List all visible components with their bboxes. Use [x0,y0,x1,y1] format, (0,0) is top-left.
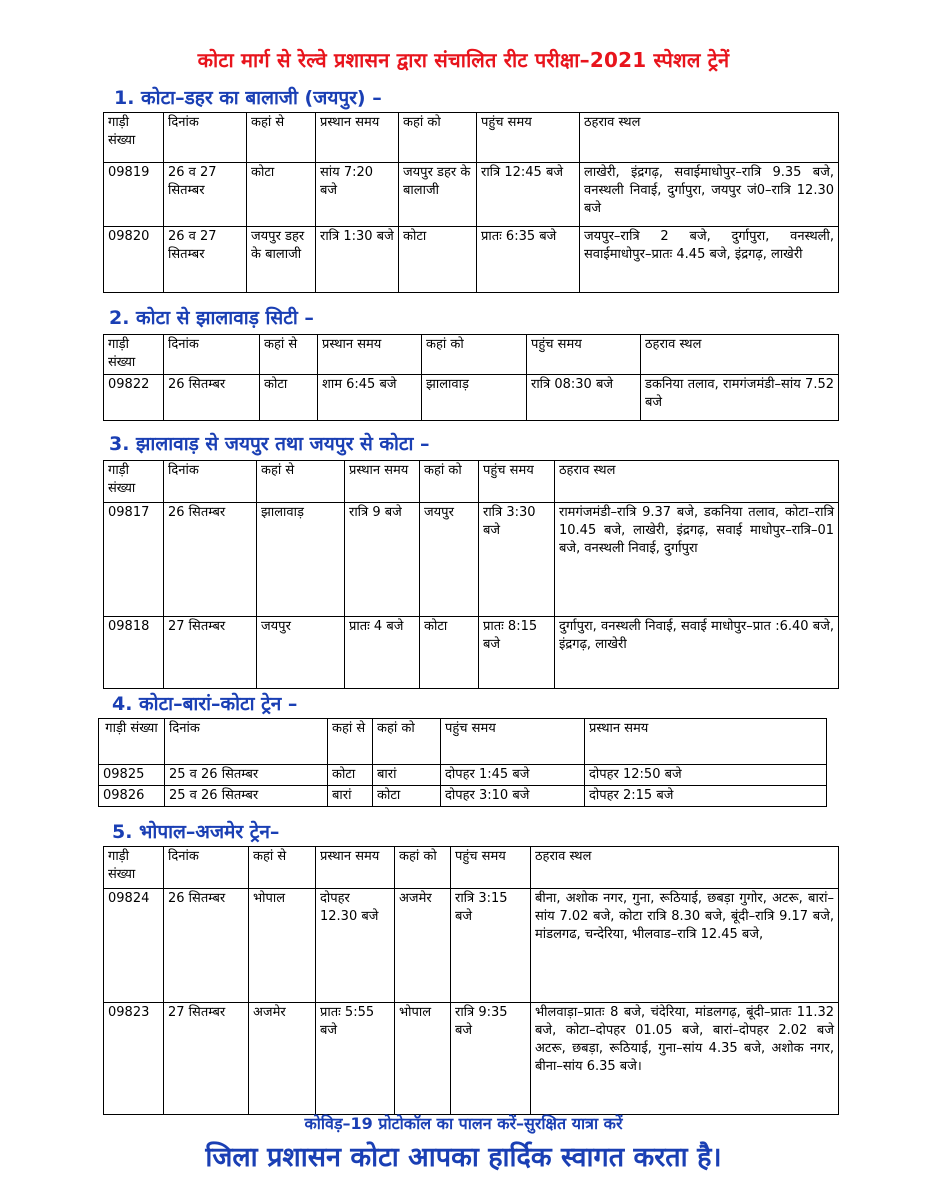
table-header-row [104,461,839,503]
departure-cell: शाम 6:45 बजे [318,375,422,421]
header-cell: कहां से [249,847,316,889]
from-cell: कोटा [328,765,373,786]
arrival-cell: रात्रि 12:45 बजे [477,163,580,227]
to-cell: जयपुर डहर के बालाजी [399,163,477,227]
departure-cell: सांय 7:20 बजे [316,163,399,227]
arrival-cell: रात्रि 08:30 बजे [527,375,641,421]
header-cell: गाड़ी संख्या [104,335,164,375]
departure-cell: दोपहर 12:50 बजे [585,765,827,786]
header-cell: प्रस्थान समय [316,847,395,889]
from-cell: जयपुर [257,617,345,689]
to-cell: अजमेर [395,889,451,1003]
table-row [104,375,839,421]
section-3-title: 3. झालावाड़ से जयपुर तथा जयपुर से कोटा – [109,433,430,455]
train-number: 09817 [104,503,164,617]
header-cell: दिनांक [165,719,328,765]
date-cell: 25 व 26 सितम्बर [165,786,328,807]
from-cell: भोपाल [249,889,316,1003]
covid-note: कोविड़–19 प्रोटोकॉल का पालन करें–सुरक्षित यात्रा करें [304,1114,623,1133]
date-cell: 26 व 27 सितम्बर [164,227,247,293]
to-cell: बारां [373,765,441,786]
arrival-cell: रात्रि 3:30 बजे [479,503,555,617]
header-cell: गाड़ी संख्या [104,113,164,163]
date-cell: 27 सितम्बर [164,617,257,689]
header-cell: पहुंच समय [479,461,555,503]
train-number: 09822 [104,375,164,421]
stops-cell: दुर्गापुरा, वनस्थली निवाई, सवाई माधोपुर–प्रात :6.40 बजे, इंद्रगढ़, लाखेरी [555,617,839,689]
header-cell: प्रस्थान समय [585,719,827,765]
header-cell: दिनांक [164,113,247,163]
date-cell: 26 सितम्बर [164,503,257,617]
to-cell: झालावाड़ [422,375,527,421]
header-cell: प्रस्थान समय [316,113,399,163]
train-number: 09820 [104,227,164,293]
arrival-cell: रात्रि 3:15 बजे [451,889,531,1003]
header-cell: कहां से [260,335,318,375]
table-row [99,786,827,807]
header-cell: पहुंच समय [441,719,585,765]
arrival-cell: रात्रि 9:35 बजे [451,1003,531,1115]
date-cell: 26 सितम्बर [164,375,260,421]
stops-cell: जयपुर–रात्रि 2 बजे, दुर्गापुरा, वनस्थली, सवाईमाधोपुर–प्रातः 4.45 बजे, इंद्रगढ़, लाखेरी [580,227,839,293]
date-cell: 26 व 27 सितम्बर [164,163,247,227]
section-2-title: 2. कोटा से झालावाड़ सिटी – [109,307,314,329]
header-cell: प्रस्थान समय [345,461,420,503]
train-number: 09826 [99,786,165,807]
header-cell: कहां को [395,847,451,889]
header-cell: कहां को [420,461,479,503]
header-cell: कहां से [328,719,373,765]
header-cell: ठहराव स्थल [531,847,839,889]
main-title: कोटा मार्ग से रेल्वे प्रशासन द्वारा संचालित रीट परीक्षा–2021 स्पेशल ट्रेनें [197,48,730,72]
train-number: 09824 [104,889,164,1003]
from-cell: कोटा [260,375,318,421]
section-5-table [103,846,839,1115]
to-cell: कोटा [420,617,479,689]
arrival-cell: दोपहर 1:45 बजे [441,765,585,786]
stops-cell: डकनिया तलाव, रामगंजमंडी–सांय 7.52 बजे [641,375,839,421]
from-cell: अजमेर [249,1003,316,1115]
from-cell: कोटा [247,163,316,227]
table-row [99,765,827,786]
arrival-cell: प्रातः 8:15 बजे [479,617,555,689]
stops-cell: भीलवाड़ा–प्रातः 8 बजे, चंदेरिया, मांडलगढ़, बूंदी–प्रातः 11.32 बजे, कोटा–दोपहर 01.05 बजे, बारां–दोपहर 2.02 बजे अटरू, छबड़ा, रूठियाई, गुना–सांय 4.35 बजे, अशोक नगर, बीना–सांय 6.35 बजे। [531,1003,839,1115]
header-cell: दिनांक [164,335,260,375]
to-cell: भोपाल [395,1003,451,1115]
stops-cell: बीना, अशोक नगर, गुना, रूठियाई, छबड़ा गुगोर, अटरू, बारां–सांय 7.02 बजे, कोटा रात्रि 8.30 बजे, बूंदी–रात्रि 9.17 बजे, मांडलगढ, चन्देरिया, भीलवाड–रात्रि 12.45 बजे, [531,889,839,1003]
header-cell: कहां को [399,113,477,163]
train-number: 09819 [104,163,164,227]
table-row [104,227,839,293]
header-cell: कहां को [422,335,527,375]
date-cell: 25 व 26 सितम्बर [165,765,328,786]
stops-cell: रामगंजमंडी–रात्रि 9.37 बजे, डकनिया तलाव, कोटा–रात्रि 10.45 बजे, लाखेरी, इंद्रगढ़, सवाई माधोपुर–रात्रि–01 बजे, वनस्थली निवाई, दुर्गापुरा [555,503,839,617]
from-cell: झालावाड़ [257,503,345,617]
table-header-row [99,719,827,765]
table-header-row [104,113,839,163]
arrival-cell: दोपहर 3:10 बजे [441,786,585,807]
table-row [104,163,839,227]
train-number: 09825 [99,765,165,786]
date-cell: 27 सितम्बर [164,1003,249,1115]
header-cell: ठहराव स्थल [580,113,839,163]
train-number: 09818 [104,617,164,689]
to-cell: कोटा [399,227,477,293]
welcome-message: जिला प्रशासन कोटा आपका हार्दिक स्वागत करता है। [205,1142,722,1173]
departure-cell: प्रातः 4 बजे [345,617,420,689]
table-row [104,617,839,689]
header-cell: पहुंच समय [451,847,531,889]
header-cell: कहां से [257,461,345,503]
departure-cell: दोपहर 12.30 बजे [316,889,395,1003]
to-cell: जयपुर [420,503,479,617]
date-cell: 26 सितम्बर [164,889,249,1003]
from-cell: जयपुर डहर के बालाजी [247,227,316,293]
section-3-table [103,460,839,689]
header-cell: दिनांक [164,461,257,503]
header-cell: दिनांक [164,847,249,889]
departure-cell: प्रातः 5:55 बजे [316,1003,395,1115]
departure-cell: रात्रि 9 बजे [345,503,420,617]
section-5-title: 5. भोपाल–अजमेर ट्रेन– [112,821,280,843]
section-2-table [103,334,839,421]
header-cell: गाड़ी संख्या [104,461,164,503]
table-header-row [104,335,839,375]
section-4-title: 4. कोटा–बारां–कोटा ट्रेन – [112,693,298,715]
stops-cell: लाखेरी, इंद्रगढ़, सवाईमाधोपुर–रात्रि 9.35 बजे, वनस्थली निवाई, दुर्गापुरा, जयपुर जं0–रात्रि 12.30 बजे [580,163,839,227]
header-cell: ठहराव स्थल [641,335,839,375]
table-row [104,1003,839,1115]
train-number: 09823 [104,1003,164,1115]
departure-cell: दोपहर 2:15 बजे [585,786,827,807]
header-cell: ठहराव स्थल [555,461,839,503]
from-cell: बारां [328,786,373,807]
departure-cell: रात्रि 1:30 बजे [316,227,399,293]
header-cell: प्रस्थान समय [318,335,422,375]
table-header-row [104,847,839,889]
arrival-cell: प्रातः 6:35 बजे [477,227,580,293]
header-cell: कहां को [373,719,441,765]
section-1-table [103,112,839,293]
to-cell: कोटा [373,786,441,807]
header-cell: कहां से [247,113,316,163]
header-cell: गाड़ी संख्या [104,847,164,889]
table-row [104,503,839,617]
header-cell: पहुंच समय [477,113,580,163]
header-cell: पहुंच समय [527,335,641,375]
section-1-title: 1. कोटा–डहर का बालाजी (जयपुर) – [114,87,382,109]
header-cell: गाड़ी संख्या [99,719,165,765]
table-row [104,889,839,1003]
section-4-table [98,718,827,807]
